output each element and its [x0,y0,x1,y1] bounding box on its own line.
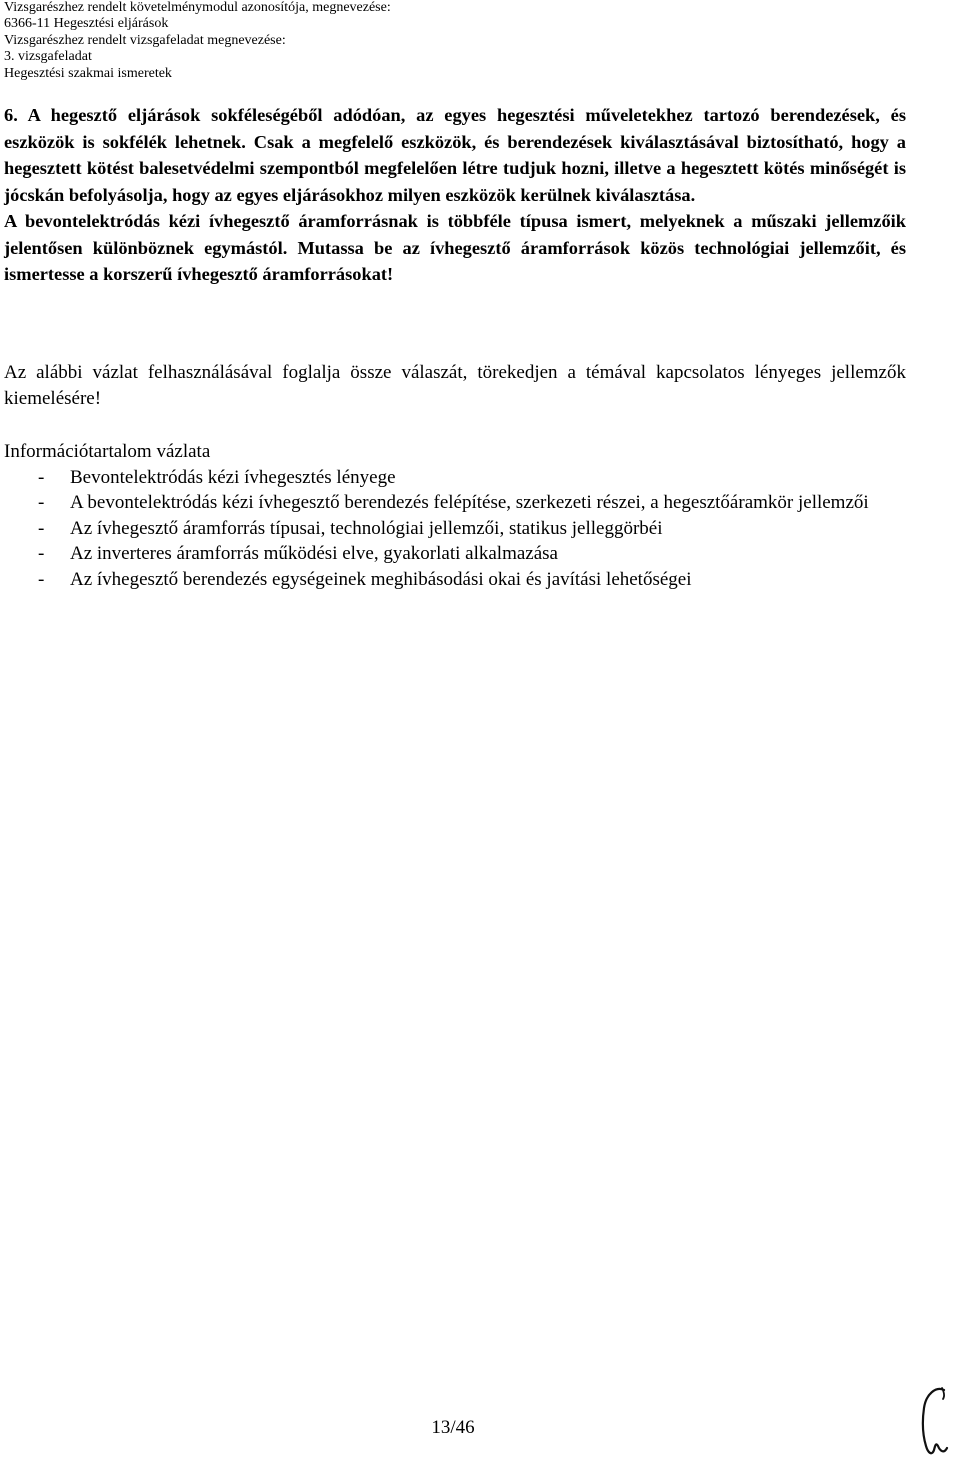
answer-instruction [4,360,906,412]
handwritten-signature-icon [914,1384,954,1460]
outline-item-text: Az ívhegesztő áramforrás típusai, technológiai jellemzői, statikus jelleggörbéi [70,517,663,539]
document-header [4,0,934,82]
outline-list [4,465,906,593]
outline-item [4,490,906,516]
outline-item-text: Az inverteres áramforrás működési elve, gyakorlati alkalmazása [70,543,558,564]
header-line-module-label: Vizsgarészhez rendelt követelménymodul azonosítója, megnevezése: [4,0,391,15]
bullet-dash: - [38,492,45,513]
outline-title: Információtartalom vázlata [4,441,211,462]
outline-item-text: Az ívhegesztő berendezés egységeinek meghibásodási okai és javítási lehetőségei [70,568,692,590]
outline-item [4,541,906,567]
header-line-task-name: Hegesztési szakmai ismeretek [4,65,172,81]
outline-item-text: Bevontelektródás kézi ívhegesztés lényege [70,466,396,488]
page-number: 13/46 [431,1417,475,1438]
bullet-dash: - [38,543,45,564]
task-paragraph-question: A bevontelektródás kézi ívhegesztő áramforrásnak is többféle típusa ismert, melyeknek a műszaki jellemzőik jelentősen különböznek egymástól. Mutassa be az ívhegesztő áramforrások közös technológiai jellemzőit, és ismertesse a korszerű ívhegesztő áramforrásokat! [4,211,906,284]
outline-item [4,465,906,491]
header-line-task-label: Vizsgarészhez rendelt vizsgafeladat megnevezése: [4,32,286,48]
header-line-module-name: 6366-11 Hegesztési eljárások [4,16,169,32]
header-line-task-number: 3. vizsgafeladat [4,49,92,65]
task-paragraph-intro: 6. A hegesztő eljárások sokféleségéből adódóan, az egyes hegesztési műveletekhez tartozó berendezések, és eszközök is sokfélék lehetnek. Csak a megfelelő eszközök, és berendezések kiválasztásával biztosítható, hogy a hegesztett kötést balesetvédelmi szempontból megfelelően létre tudjuk hozni, illetve a hegesztett kötés minőségét is jócskán befolyásolja, hogy az egyes eljárásokhoz milyen eszközök kerülnek kiválasztása. [4,105,906,205]
bullet-dash: - [38,517,45,539]
outline-item-text: A bevontelektródás kézi ívhegesztő berendezés felépítése, szerkezeti részei, a hegesztőáramkör jellemzői [70,492,869,513]
task-description [4,102,906,288]
instruction-text: Az alábbi vázlat felhasználásával foglalja össze válaszát, törekedjen a témával kapcsolatos lényeges jellemzők kiemelésére! [4,362,906,409]
outline-item [4,516,906,542]
bullet-dash: - [38,568,45,590]
bullet-dash: - [38,466,45,488]
content-outline [4,439,906,592]
outline-item [4,567,906,593]
